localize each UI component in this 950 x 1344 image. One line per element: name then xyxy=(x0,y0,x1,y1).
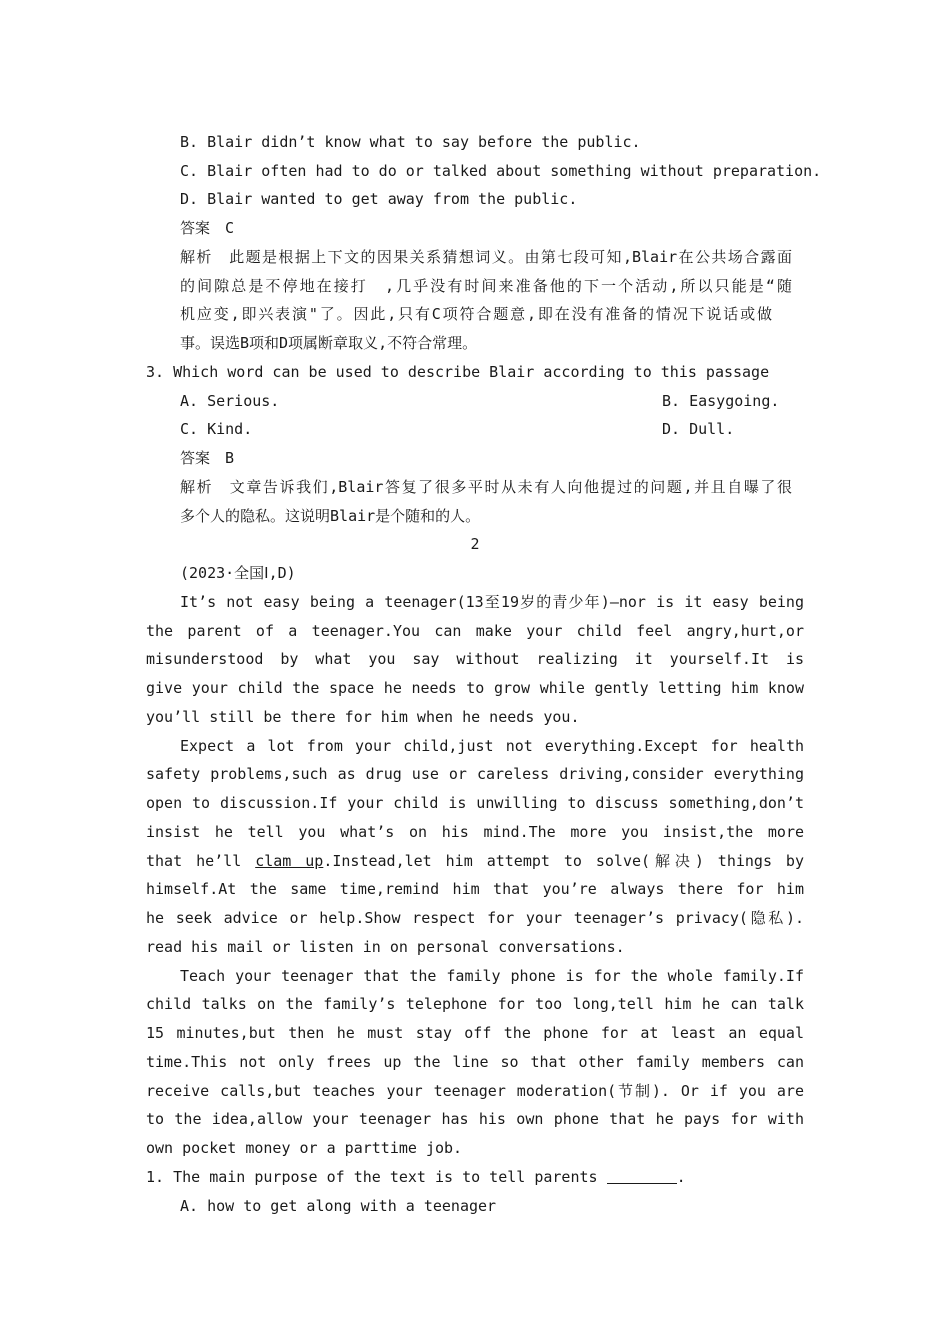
q3-option-d: D. Dull. xyxy=(662,420,735,438)
passage-line: misunderstood by what you say without realizing it yourself.It is xyxy=(146,650,804,668)
passage-line: receive calls,but teaches your teenager moderation(节制). Or if you are xyxy=(146,1082,804,1100)
passage-line: time.This not only frees up the line so that other family members can xyxy=(146,1053,804,1071)
passage-line: It’s not easy being a teenager(13至19岁的青少年)—nor is it easy being xyxy=(180,593,804,611)
q2-option-d: D. Blair wanted to get away from the public. xyxy=(180,190,578,208)
passage-line: Expect a lot from your child,just not everything.Except for health xyxy=(180,737,804,755)
passage-line: to the idea,allow your teenager has his own phone that he pays for with xyxy=(146,1110,804,1128)
q3-explanation-line: 解析 文章告诉我们,Blair答复了很多平时从未有人向他提过的问题,并且自曝了很 xyxy=(180,478,792,496)
q3-option-b: B. Easygoing. xyxy=(662,392,780,410)
q3-stem: 3. Which word can be used to describe Blair according to this passage xyxy=(146,363,770,381)
q3-answer: 答案 B xyxy=(180,449,235,467)
answer-blank xyxy=(607,1169,677,1184)
q3-explanation-line: 多个人的隐私。这说明Blair是个随和的人。 xyxy=(180,507,481,525)
passage-line: own pocket money or a parttime job. xyxy=(146,1139,463,1157)
passage-line: 15 minutes,but then he must stay off the phone for at least an equal xyxy=(146,1024,804,1042)
new-q1-option-a: A. how to get along with a teenager xyxy=(180,1197,497,1215)
passage-line: Teach your teenager that the family phone is for the whole family.If xyxy=(180,967,804,985)
line-text: that he’ll xyxy=(146,852,242,870)
passage-line: you’ll still be there for him when he needs you. xyxy=(146,708,580,726)
q3-option-a: A. Serious. xyxy=(180,392,280,410)
line-text: .Instead,let him attempt to solve(解决) things by xyxy=(323,852,804,870)
q2-answer: 答案 C xyxy=(180,219,235,237)
q2-option-b: B. Blair didn’t know what to say before the public. xyxy=(180,133,641,151)
passage-line: child talks on the family’s telephone for too long,tell him he can talk xyxy=(146,995,804,1013)
section-number: 2 xyxy=(470,535,480,553)
passage-line: insist he tell you what’s on his mind.The more you insist,the more xyxy=(146,823,804,841)
passage-line: he seek advice or help.Show respect for your teenager’s privacy(隐私). xyxy=(146,909,804,927)
passage-line-with-underline xyxy=(146,852,804,870)
passage-source: (2023·全国Ⅰ,D) xyxy=(180,564,296,582)
new-q1-stem xyxy=(146,1168,686,1186)
passage-line: read his mail or listen in on personal conversations. xyxy=(146,938,625,956)
q1-stem-end: . xyxy=(676,1168,686,1186)
passage-line: open to discussion.If your child is unwilling to discuss something,don’t xyxy=(146,794,804,812)
q2-option-c: C. Blair often had to do or talked about something without preparation. xyxy=(180,162,822,180)
passage-line: safety problems,such as drug use or careless driving,consider everything xyxy=(146,765,804,783)
q1-stem-text: 1. The main purpose of the text is to tell parents xyxy=(146,1168,598,1186)
passage-line: the parent of a teenager.You can make your child feel angry,hurt,or xyxy=(146,622,804,640)
q3-option-c: C. Kind. xyxy=(180,420,253,438)
q2-explanation-line: 的间隙总是不停地在接打 ,几乎没有时间来准备他的下一个活动,所以只能是“随 xyxy=(180,277,792,295)
passage-line: give your child the space he needs to grow while gently letting him know xyxy=(146,679,804,697)
q2-explanation-line: 事。误选B项和D项属断章取义,不符合常理。 xyxy=(180,334,478,352)
q2-explanation-line: 解析 此题是根据上下文的因果关系猜想词义。由第七段可知,Blair在公共场合露面 xyxy=(180,248,792,266)
underlined-phrase: clam up xyxy=(255,852,324,870)
passage-line: himself.At the same time,remind him that you’re always there for him xyxy=(146,880,804,898)
q2-explanation-line: 机应变,即兴表演"了。因此,只有C项符合题意,即在没有准备的情况下说话或做 xyxy=(180,305,772,323)
